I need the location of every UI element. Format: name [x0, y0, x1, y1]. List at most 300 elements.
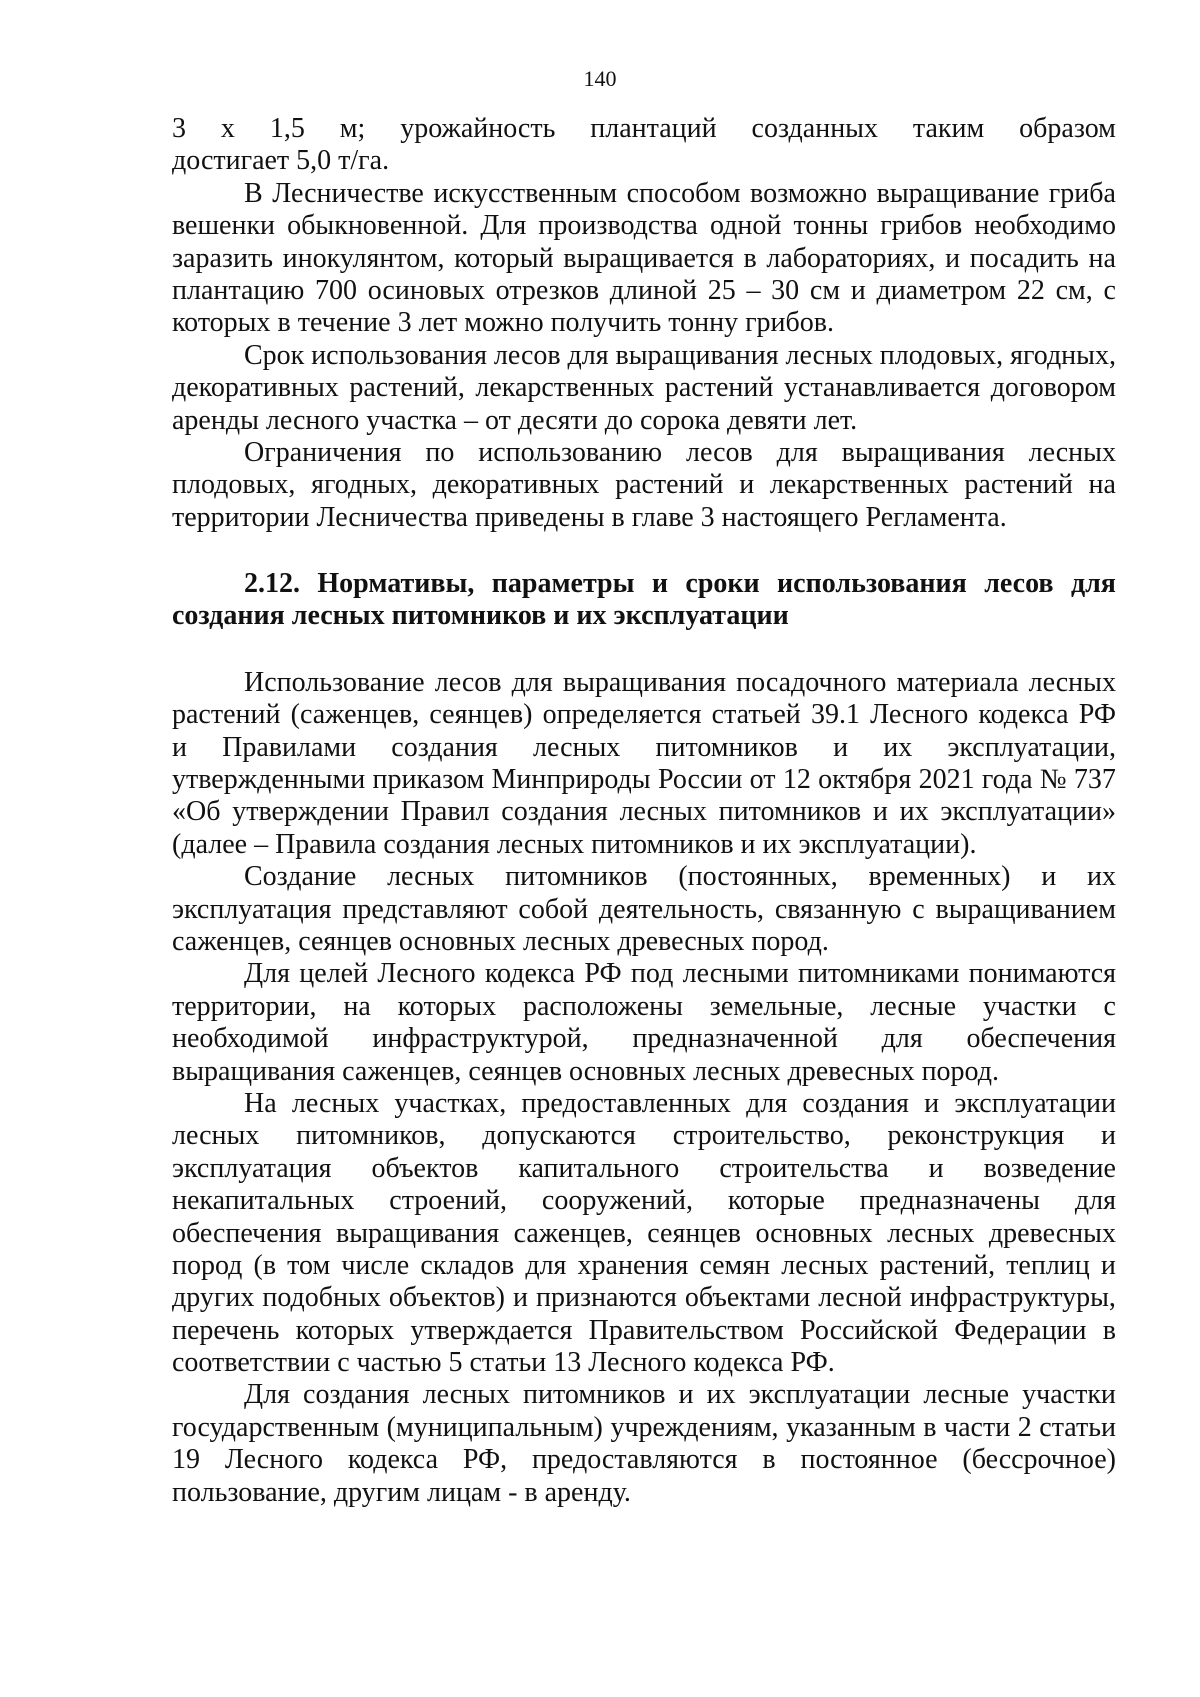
word: возможно: [750, 177, 868, 209]
word: для: [1074, 1185, 1116, 1217]
word: параметры: [491, 568, 635, 600]
text-line: [172, 732, 1116, 764]
word: использования: [777, 568, 967, 600]
word: отрезков: [495, 274, 600, 306]
word: 39.1: [810, 699, 860, 731]
word: собой: [518, 893, 589, 925]
word: осиновых: [367, 274, 485, 306]
section-spacer: [172, 633, 1116, 667]
word: расположены: [522, 990, 683, 1022]
word: утверждается: [410, 1314, 573, 1346]
word: их: [883, 731, 913, 763]
word: государственным: [172, 1411, 380, 1443]
text-line: [172, 894, 1116, 926]
word: кодекса: [347, 1444, 438, 1476]
text-line: [172, 1250, 1116, 1282]
word: (бессрочное): [962, 1444, 1116, 1476]
word: необходимо: [974, 210, 1116, 242]
word: связанную: [774, 893, 902, 925]
word: выращиванием: [935, 893, 1116, 925]
word: лесных: [785, 339, 873, 371]
text-line: [172, 764, 1116, 796]
word: и: [739, 469, 755, 501]
word: 2.12.: [244, 568, 300, 600]
word: диаметром: [876, 274, 1007, 306]
word: временных): [868, 861, 1011, 893]
word: некапитальных: [172, 1185, 355, 1217]
word: использованию: [478, 436, 663, 468]
word: «Об: [172, 796, 221, 828]
word: основных: [755, 1217, 873, 1249]
word: для: [567, 339, 609, 371]
word: хранения: [577, 1249, 689, 1281]
word: создания: [391, 731, 498, 763]
word: складов: [420, 1249, 515, 1281]
word: сеянцев): [429, 699, 533, 731]
word: которые: [727, 1185, 825, 1217]
word: Для: [244, 958, 290, 990]
word: Использование: [244, 666, 425, 698]
word: тонны: [793, 210, 869, 242]
word: от: [749, 764, 776, 796]
word: создания: [501, 796, 608, 828]
word: эксплуатации,: [947, 731, 1116, 763]
paragraph: [172, 958, 1116, 1088]
paragraph: [172, 1379, 1116, 1509]
word: утвержденными: [172, 764, 366, 796]
word: посадить: [969, 242, 1079, 274]
word: участках,: [394, 1087, 507, 1119]
word: древесных: [988, 1217, 1116, 1249]
word: устанавливается: [783, 372, 981, 404]
word: саженцев,: [513, 1217, 633, 1249]
word: лесных: [1028, 436, 1116, 468]
word: утверждении: [232, 796, 389, 828]
text-line: [172, 699, 1116, 731]
word: (муниципальным): [386, 1411, 603, 1443]
word: предназначены: [859, 1185, 1040, 1217]
word: использования: [311, 339, 487, 371]
word: эксплуатация: [172, 893, 332, 925]
text-line: [172, 796, 1116, 828]
word: выращивания: [841, 436, 1005, 468]
word: объектов): [388, 1282, 505, 1314]
word: и: [928, 1152, 944, 1184]
word: территории,: [172, 990, 317, 1022]
word: России: [657, 764, 743, 796]
word: обеспечения: [966, 1023, 1116, 1055]
word: признаются: [535, 1282, 677, 1314]
word: для: [776, 436, 818, 468]
word: №: [1039, 764, 1067, 796]
word: (в: [253, 1249, 277, 1281]
word: ягодных,: [311, 469, 417, 501]
word: лесных: [1028, 666, 1116, 698]
word: и: [850, 274, 866, 306]
text-line: [172, 1315, 1116, 1347]
word: Для: [480, 210, 527, 242]
word: кодекса: [484, 958, 576, 990]
word: лесов: [685, 436, 753, 468]
word: лесными: [682, 958, 789, 990]
word: и: [512, 1282, 528, 1314]
word: для: [511, 666, 553, 698]
word: 1,5: [269, 113, 305, 144]
word: на: [343, 990, 371, 1022]
word: одной: [709, 210, 782, 242]
word: вешенки: [172, 210, 276, 242]
word: Нормативы,: [317, 568, 475, 600]
word: участки: [982, 990, 1077, 1022]
word: лесные: [923, 1379, 1010, 1411]
word: обеспечения: [172, 1217, 322, 1249]
text-line: [172, 1153, 1116, 1185]
word: предоставленных: [521, 1087, 731, 1119]
text-line: [172, 178, 1116, 210]
word: строительство,: [672, 1120, 851, 1152]
word: постоянное: [800, 1444, 938, 1476]
word: плантацию: [172, 274, 305, 306]
word: возведение: [983, 1152, 1116, 1184]
word: производства: [538, 210, 698, 242]
word: урожайность: [400, 113, 556, 144]
text-line: [172, 1120, 1116, 1152]
word: кодекса: [978, 699, 1069, 731]
word: Лесного: [377, 958, 476, 990]
word: РФ: [584, 958, 622, 990]
word: и: [1100, 1249, 1116, 1281]
word: деятельность,: [598, 893, 764, 925]
word: Лесного: [870, 699, 969, 731]
word: выращивания: [615, 339, 779, 371]
paragraph: [172, 667, 1116, 861]
text-line: соответствии с частью 5 статьи 13 Лесного кодекса РФ.: [172, 1347, 835, 1379]
word: лесных: [619, 796, 707, 828]
word: в: [743, 242, 757, 274]
word: которых: [295, 1314, 395, 1346]
word: плантаций: [590, 113, 717, 144]
word: части: [944, 1411, 1011, 1443]
word: который: [454, 242, 554, 274]
word: Лесного: [224, 1444, 323, 1476]
word: и: [833, 731, 849, 763]
word: таким: [912, 113, 985, 144]
text-line: [172, 210, 1116, 242]
word: питомников: [718, 796, 862, 828]
text-line: саженцев, сеянцев основных лесных древесных пород.: [172, 925, 829, 957]
word: в: [923, 1411, 937, 1443]
paragraph: [172, 340, 1116, 437]
word: 3: [172, 113, 186, 144]
paragraph: [172, 178, 1116, 340]
word: лесных: [387, 861, 475, 893]
word: с: [1103, 274, 1116, 306]
text-line: [172, 1185, 1116, 1217]
word: и: [678, 1379, 694, 1411]
word: статьей: [711, 699, 801, 731]
word: их: [1086, 861, 1116, 893]
section-spacer: [172, 534, 1116, 568]
word: статьи: [1039, 1411, 1116, 1443]
word: их: [706, 1379, 736, 1411]
word: Федерации: [954, 1314, 1087, 1346]
word: растений,: [879, 1249, 996, 1281]
word: для: [881, 1023, 923, 1055]
word: 2021: [918, 764, 975, 796]
word: Российской: [800, 1314, 939, 1346]
word: лесных: [781, 1249, 869, 1281]
text-line: [172, 667, 1116, 699]
text-line: [172, 437, 1116, 469]
word: РФ,: [462, 1444, 508, 1476]
word: предназначенной: [632, 1023, 838, 1055]
word: Срок: [244, 339, 305, 371]
word: растений: [172, 699, 281, 731]
word: с: [1103, 990, 1116, 1022]
word: по: [425, 436, 455, 468]
word: Ограничения: [244, 436, 402, 468]
word: лесных: [291, 1087, 380, 1119]
document-body: [172, 113, 1116, 1509]
word: на: [1088, 242, 1116, 274]
text-line: [172, 958, 1116, 990]
word: Лесничестве: [272, 177, 424, 209]
word: договором: [990, 372, 1116, 404]
text-line: [172, 1023, 1116, 1055]
text-line: [172, 1444, 1116, 1476]
word: семян: [699, 1249, 771, 1281]
text-line: пользование, другим лицам - в аренду.: [172, 1476, 631, 1508]
word: 2: [1017, 1411, 1032, 1443]
word: лесов: [493, 339, 561, 371]
word: лесов: [984, 568, 1054, 600]
page-number: 140: [583, 66, 617, 91]
word: октября: [818, 764, 912, 796]
word: том: [287, 1249, 331, 1281]
word: участки: [1022, 1379, 1116, 1411]
word: грибов: [880, 210, 963, 242]
word: лесных: [422, 1379, 510, 1411]
word: РФ: [1078, 699, 1116, 731]
word: см,: [1055, 274, 1093, 306]
text-line: [172, 469, 1116, 501]
text-line: [172, 372, 1116, 404]
word: питомниками: [798, 958, 960, 990]
word: плодовых,: [172, 469, 296, 501]
word: см: [809, 274, 841, 306]
text-line: территории Лесничества приведены в главе 3 настоящего Регламента.: [172, 501, 1007, 533]
word: лесных: [172, 1120, 260, 1152]
paragraph: [172, 437, 1116, 534]
word: 22: [1016, 274, 1045, 306]
word: для: [525, 1249, 567, 1281]
text-line: выращивания саженцев, сеянцев основных лесных древесных пород.: [172, 1055, 999, 1087]
word: питомников: [505, 861, 648, 893]
word: лесных: [532, 731, 621, 763]
word: и: [1100, 1120, 1116, 1152]
text-line: [172, 861, 1116, 893]
word: выращивание: [876, 177, 1040, 209]
word: ягодных,: [1010, 339, 1116, 371]
word: 12: [782, 764, 811, 796]
text-line: [172, 991, 1116, 1023]
word: эксплуатации: [954, 1087, 1116, 1119]
word: с: [912, 893, 925, 925]
word: растений,: [349, 372, 465, 404]
word: подобных: [262, 1282, 381, 1314]
word: (постоянных,: [678, 861, 838, 893]
word: для: [746, 1087, 788, 1119]
word: объектами: [684, 1282, 811, 1314]
word: длиной: [609, 274, 697, 306]
word: и: [651, 568, 668, 600]
word: указанным: [786, 1411, 916, 1443]
word: земельные,: [709, 990, 844, 1022]
word: питомников: [655, 731, 798, 763]
text-line: создания лесных питомников и их эксплуатации: [172, 600, 789, 632]
word: лабораториях,: [766, 242, 936, 274]
text-line: аренды лесного участка – от десяти до сорока девяти лет.: [172, 404, 858, 436]
word: 737: [1073, 764, 1116, 796]
word: растений: [664, 372, 774, 404]
word: лесные: [870, 990, 957, 1022]
word: лесной: [818, 1282, 902, 1314]
paragraph: [172, 113, 1116, 178]
word: в: [762, 1444, 776, 1476]
text-line: [172, 113, 1116, 145]
section-heading: [172, 568, 1116, 633]
word: Для: [244, 1379, 290, 1411]
text-line: достигает 5,0 т/га.: [172, 145, 390, 177]
word: Правилами: [222, 731, 357, 763]
word: выращивания: [562, 666, 726, 698]
word: учреждениям,: [610, 1411, 779, 1443]
word: создания: [802, 1087, 909, 1119]
text-line: [172, 1379, 1116, 1411]
text-line: [172, 1412, 1116, 1444]
word: эксплуатация: [172, 1152, 332, 1184]
word: посадочного: [736, 666, 887, 698]
word: строений,: [389, 1185, 508, 1217]
word: в: [1102, 1314, 1116, 1346]
word: и: [924, 1087, 940, 1119]
word: строительства: [719, 1152, 889, 1184]
word: сооружений,: [541, 1185, 693, 1217]
word: приказом: [372, 764, 485, 796]
word: м;: [339, 113, 366, 144]
word: и: [945, 242, 961, 274]
paragraph: [172, 1088, 1116, 1380]
text-line: [172, 1218, 1116, 1250]
word: их: [899, 796, 929, 828]
word: декоративных: [172, 372, 339, 404]
word: которых: [397, 990, 497, 1022]
word: предоставляются: [531, 1444, 738, 1476]
word: лекарственных: [475, 372, 655, 404]
word: Правил: [400, 796, 490, 828]
word: необходимой: [172, 1023, 329, 1055]
word: 30: [771, 274, 800, 306]
word: инфраструктуры,: [909, 1282, 1116, 1314]
word: растений: [964, 469, 1073, 501]
word: и: [172, 731, 187, 763]
word: теплиц: [1006, 1249, 1090, 1281]
text-line: [172, 243, 1116, 275]
word: лесных: [887, 1217, 975, 1249]
word: для: [1070, 568, 1116, 600]
word: Минприроды: [491, 764, 651, 796]
word: образом: [1019, 113, 1116, 144]
word: лесов: [434, 666, 502, 698]
word: выращивается: [563, 242, 734, 274]
word: эксплуатации: [748, 1379, 911, 1411]
word: способом: [626, 177, 741, 209]
word: и: [1041, 861, 1057, 893]
word: допускаются: [482, 1120, 636, 1152]
word: Создание: [244, 861, 357, 893]
word: Правительством: [588, 1314, 784, 1346]
word: реконструкция: [887, 1120, 1065, 1152]
word: 19: [172, 1444, 200, 1476]
word: выращивания: [335, 1217, 500, 1249]
word: сроки: [685, 568, 760, 600]
text-line: [172, 275, 1116, 307]
word: капитального: [518, 1152, 680, 1184]
word: пород: [172, 1249, 243, 1281]
word: плодовых,: [879, 339, 1004, 371]
text-line: [172, 1282, 1116, 1314]
word: сеянцев: [647, 1217, 741, 1249]
text-line: [172, 1088, 1116, 1120]
paragraph: [172, 861, 1116, 958]
word: и: [872, 796, 888, 828]
word: –: [746, 274, 761, 306]
word: гриба: [1048, 177, 1116, 209]
word: материала: [896, 666, 1019, 698]
word: под: [630, 958, 674, 990]
word: объектов: [371, 1152, 479, 1184]
word: (саженцев,: [290, 699, 420, 731]
word: перечень: [172, 1314, 280, 1346]
word: На: [244, 1087, 277, 1119]
word: искусственным: [433, 177, 618, 209]
word: В: [244, 177, 263, 209]
word: лекарственных: [769, 469, 949, 501]
word: на: [1088, 469, 1116, 501]
word: числе: [341, 1249, 410, 1281]
word: определяется: [542, 699, 702, 731]
word: эксплуатации»: [940, 796, 1116, 828]
word: декоративных: [432, 469, 600, 501]
word: инокулянтом,: [282, 242, 445, 274]
text-line: (далее – Правила создания лесных питомников и их эксплуатации).: [172, 828, 977, 860]
word: инфраструктурой,: [372, 1023, 589, 1055]
word: других: [172, 1282, 255, 1314]
word: представляют: [342, 893, 508, 925]
word: целей: [299, 958, 369, 990]
text-line: [172, 568, 1116, 600]
word: 700: [315, 274, 357, 306]
word: 25: [707, 274, 736, 306]
text-line: которых в течение 3 лет можно получить тонну грибов.: [172, 307, 835, 339]
word: заразить: [172, 242, 273, 274]
word: создания: [303, 1379, 410, 1411]
word: года: [981, 764, 1033, 796]
word: обыкновенной.: [287, 210, 469, 242]
word: х: [220, 113, 235, 144]
word: питомников,: [296, 1120, 446, 1152]
word: созданных: [751, 113, 878, 144]
